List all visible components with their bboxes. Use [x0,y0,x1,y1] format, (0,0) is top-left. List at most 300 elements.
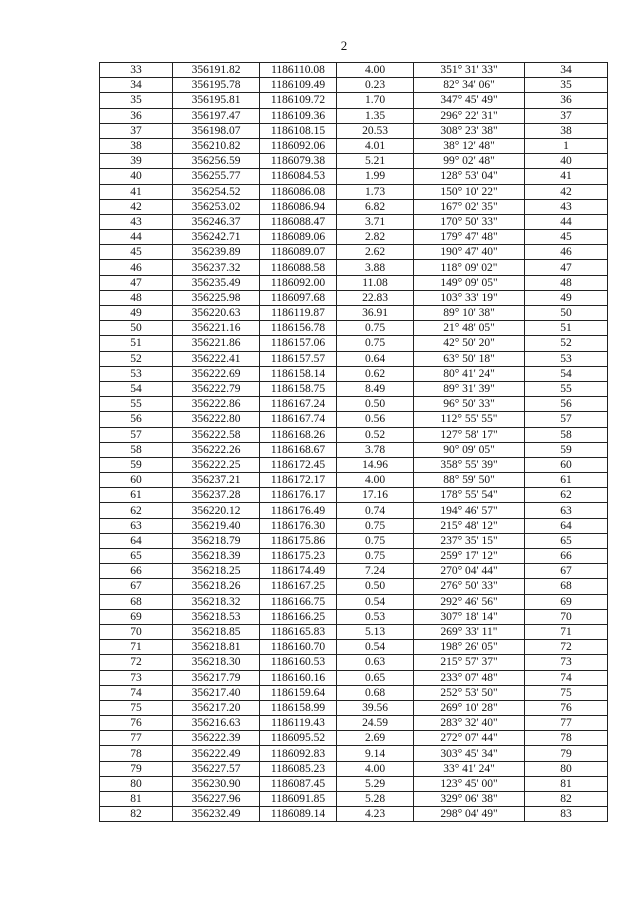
y-coordinate-cell: 1186175.23 [260,549,337,564]
distance-cell: 5.13 [337,624,414,639]
bearing-cell: 38° 12' 48" [414,138,525,153]
distance-cell: 1.99 [337,169,414,184]
x-coordinate-cell: 356237.28 [173,488,260,503]
next-point-cell: 62 [525,488,608,503]
bearing-cell: 347° 45' 49" [414,93,525,108]
point-number-cell: 47 [100,275,173,290]
next-point-cell: 51 [525,321,608,336]
x-coordinate-cell: 356227.57 [173,761,260,776]
point-number-cell: 65 [100,549,173,564]
bearing-cell: 99° 02' 48" [414,154,525,169]
table-row [100,351,608,366]
distance-cell: 0.62 [337,366,414,381]
x-coordinate-cell: 356218.53 [173,609,260,624]
bearing-cell: 298° 04' 49" [414,807,525,822]
point-number-cell: 82 [100,807,173,822]
point-number-cell: 33 [100,63,173,78]
distance-cell: 0.56 [337,412,414,427]
x-coordinate-cell: 356253.02 [173,199,260,214]
bearing-cell: 167° 02' 35" [414,199,525,214]
x-coordinate-cell: 356246.37 [173,214,260,229]
table-row [100,230,608,245]
y-coordinate-cell: 1186089.07 [260,245,337,260]
table-row [100,609,608,624]
bearing-cell: 90° 09' 05" [414,442,525,457]
x-coordinate-cell: 356222.86 [173,397,260,412]
x-coordinate-cell: 356197.47 [173,108,260,123]
x-coordinate-cell: 356235.49 [173,275,260,290]
table-row [100,457,608,472]
y-coordinate-cell: 1186168.67 [260,442,337,457]
x-coordinate-cell: 356218.39 [173,549,260,564]
x-coordinate-cell: 356191.82 [173,63,260,78]
point-number-cell: 66 [100,564,173,579]
next-point-cell: 49 [525,290,608,305]
table-row [100,700,608,715]
distance-cell: 1.73 [337,184,414,199]
y-coordinate-cell: 1186089.06 [260,230,337,245]
next-point-cell: 79 [525,746,608,761]
bearing-cell: 272° 07' 44" [414,731,525,746]
bearing-cell: 233° 07' 48" [414,670,525,685]
x-coordinate-cell: 356254.52 [173,184,260,199]
point-number-cell: 69 [100,609,173,624]
y-coordinate-cell: 1186109.72 [260,93,337,108]
distance-cell: 2.62 [337,245,414,260]
point-number-cell: 57 [100,427,173,442]
bearing-cell: 283° 32' 40" [414,716,525,731]
y-coordinate-cell: 1186160.16 [260,670,337,685]
distance-cell: 2.82 [337,230,414,245]
next-point-cell: 44 [525,214,608,229]
bearing-cell: 269° 10' 28" [414,700,525,715]
point-number-cell: 54 [100,381,173,396]
point-number-cell: 35 [100,93,173,108]
next-point-cell: 42 [525,184,608,199]
next-point-cell: 74 [525,670,608,685]
y-coordinate-cell: 1186095.52 [260,731,337,746]
table-row [100,776,608,791]
x-coordinate-cell: 356195.78 [173,78,260,93]
next-point-cell: 78 [525,731,608,746]
point-number-cell: 52 [100,351,173,366]
distance-cell: 0.75 [337,549,414,564]
x-coordinate-cell: 356222.58 [173,427,260,442]
next-point-cell: 65 [525,533,608,548]
next-point-cell: 64 [525,518,608,533]
x-coordinate-cell: 356227.96 [173,792,260,807]
distance-cell: 17.16 [337,488,414,503]
point-number-cell: 37 [100,123,173,138]
distance-cell: 22.83 [337,290,414,305]
table-row [100,306,608,321]
table-row [100,336,608,351]
next-point-cell: 77 [525,716,608,731]
page-number: 2 [340,38,348,53]
coordinates-table [99,62,608,822]
y-coordinate-cell: 1186092.06 [260,138,337,153]
table-row [100,761,608,776]
x-coordinate-cell: 356222.26 [173,442,260,457]
table-row [100,63,608,78]
y-coordinate-cell: 1186109.36 [260,108,337,123]
next-point-cell: 67 [525,564,608,579]
y-coordinate-cell: 1186086.08 [260,184,337,199]
y-coordinate-cell: 1186166.25 [260,609,337,624]
distance-cell: 7.24 [337,564,414,579]
point-number-cell: 73 [100,670,173,685]
x-coordinate-cell: 356217.79 [173,670,260,685]
point-number-cell: 64 [100,533,173,548]
y-coordinate-cell: 1186172.45 [260,457,337,472]
point-number-cell: 58 [100,442,173,457]
bearing-cell: 292° 46' 56" [414,594,525,609]
table-row [100,260,608,275]
x-coordinate-cell: 356221.86 [173,336,260,351]
x-coordinate-cell: 356218.30 [173,655,260,670]
x-coordinate-cell: 356256.59 [173,154,260,169]
point-number-cell: 34 [100,78,173,93]
distance-cell: 0.65 [337,670,414,685]
distance-cell: 0.75 [337,336,414,351]
bearing-cell: 127° 58' 17" [414,427,525,442]
bearing-cell: 82° 34' 06" [414,78,525,93]
point-number-cell: 75 [100,700,173,715]
y-coordinate-cell: 1186079.38 [260,154,337,169]
distance-cell: 39.56 [337,700,414,715]
bearing-cell: 215° 57' 37" [414,655,525,670]
table-row [100,412,608,427]
next-point-cell: 45 [525,230,608,245]
next-point-cell: 52 [525,336,608,351]
table-row [100,624,608,639]
point-number-cell: 74 [100,685,173,700]
table-row [100,564,608,579]
point-number-cell: 70 [100,624,173,639]
point-number-cell: 67 [100,579,173,594]
x-coordinate-cell: 356239.89 [173,245,260,260]
next-point-cell: 72 [525,640,608,655]
table-row [100,123,608,138]
y-coordinate-cell: 1186110.08 [260,63,337,78]
x-coordinate-cell: 356222.25 [173,457,260,472]
x-coordinate-cell: 356232.49 [173,807,260,822]
bearing-cell: 358° 55' 39" [414,457,525,472]
x-coordinate-cell: 356225.98 [173,290,260,305]
y-coordinate-cell: 1186108.15 [260,123,337,138]
next-point-cell: 82 [525,792,608,807]
distance-cell: 3.78 [337,442,414,457]
table-row [100,716,608,731]
bearing-cell: 194° 46' 57" [414,503,525,518]
distance-cell: 4.23 [337,807,414,822]
next-point-cell: 69 [525,594,608,609]
next-point-cell: 63 [525,503,608,518]
y-coordinate-cell: 1186167.24 [260,397,337,412]
distance-cell: 0.64 [337,351,414,366]
next-point-cell: 80 [525,761,608,776]
next-point-cell: 41 [525,169,608,184]
table-row [100,275,608,290]
bearing-cell: 112° 55' 55" [414,412,525,427]
distance-cell: 0.68 [337,685,414,700]
next-point-cell: 37 [525,108,608,123]
x-coordinate-cell: 356222.49 [173,746,260,761]
next-point-cell: 83 [525,807,608,822]
next-point-cell: 57 [525,412,608,427]
x-coordinate-cell: 356230.90 [173,776,260,791]
x-coordinate-cell: 356221.16 [173,321,260,336]
point-number-cell: 39 [100,154,173,169]
next-point-cell: 46 [525,245,608,260]
distance-cell: 5.29 [337,776,414,791]
bearing-cell: 178° 55' 54" [414,488,525,503]
distance-cell: 0.23 [337,78,414,93]
table-row [100,488,608,503]
table-row [100,290,608,305]
distance-cell: 0.52 [337,427,414,442]
y-coordinate-cell: 1186158.14 [260,366,337,381]
table-row [100,503,608,518]
x-coordinate-cell: 356220.63 [173,306,260,321]
bearing-cell: 307° 18' 14" [414,609,525,624]
next-point-cell: 59 [525,442,608,457]
table-row [100,594,608,609]
table-row [100,366,608,381]
distance-cell: 4.00 [337,473,414,488]
table-row [100,397,608,412]
next-point-cell: 43 [525,199,608,214]
table-row [100,640,608,655]
y-coordinate-cell: 1186088.47 [260,214,337,229]
bearing-cell: 270° 04' 44" [414,564,525,579]
distance-cell: 0.53 [337,609,414,624]
x-coordinate-cell: 356237.32 [173,260,260,275]
point-number-cell: 76 [100,716,173,731]
next-point-cell: 34 [525,63,608,78]
table-row [100,792,608,807]
next-point-cell: 54 [525,366,608,381]
table-row [100,321,608,336]
bearing-cell: 42° 50' 20" [414,336,525,351]
point-number-cell: 55 [100,397,173,412]
table-row [100,685,608,700]
point-number-cell: 43 [100,214,173,229]
y-coordinate-cell: 1186165.83 [260,624,337,639]
distance-cell: 1.35 [337,108,414,123]
point-number-cell: 44 [100,230,173,245]
point-number-cell: 59 [100,457,173,472]
point-number-cell: 45 [100,245,173,260]
bearing-cell: 259° 17' 12" [414,549,525,564]
bearing-cell: 63° 50' 18" [414,351,525,366]
distance-cell: 3.88 [337,260,414,275]
y-coordinate-cell: 1186088.58 [260,260,337,275]
y-coordinate-cell: 1186167.74 [260,412,337,427]
x-coordinate-cell: 356219.40 [173,518,260,533]
y-coordinate-cell: 1186156.78 [260,321,337,336]
point-number-cell: 79 [100,761,173,776]
x-coordinate-cell: 356255.77 [173,169,260,184]
next-point-cell: 38 [525,123,608,138]
y-coordinate-cell: 1186085.23 [260,761,337,776]
x-coordinate-cell: 356218.81 [173,640,260,655]
y-coordinate-cell: 1186087.45 [260,776,337,791]
distance-cell: 14.96 [337,457,414,472]
bearing-cell: 215° 48' 12" [414,518,525,533]
x-coordinate-cell: 356195.81 [173,93,260,108]
y-coordinate-cell: 1186176.17 [260,488,337,503]
point-number-cell: 63 [100,518,173,533]
distance-cell: 9.14 [337,746,414,761]
y-coordinate-cell: 1186160.53 [260,655,337,670]
distance-cell: 5.28 [337,792,414,807]
table-row [100,473,608,488]
distance-cell: 11.08 [337,275,414,290]
point-number-cell: 40 [100,169,173,184]
bearing-cell: 303° 45' 34" [414,746,525,761]
point-number-cell: 81 [100,792,173,807]
y-coordinate-cell: 1186172.17 [260,473,337,488]
next-point-cell: 55 [525,381,608,396]
distance-cell: 20.53 [337,123,414,138]
y-coordinate-cell: 1186084.53 [260,169,337,184]
x-coordinate-cell: 356237.21 [173,473,260,488]
y-coordinate-cell: 1186089.14 [260,807,337,822]
distance-cell: 24.59 [337,716,414,731]
table-row [100,533,608,548]
next-point-cell: 40 [525,154,608,169]
bearing-cell: 269° 33' 11" [414,624,525,639]
point-number-cell: 36 [100,108,173,123]
x-coordinate-cell: 356222.80 [173,412,260,427]
y-coordinate-cell: 1186109.49 [260,78,337,93]
distance-cell: 4.00 [337,761,414,776]
distance-cell: 4.00 [337,63,414,78]
distance-cell: 36.91 [337,306,414,321]
point-number-cell: 46 [100,260,173,275]
table-row [100,169,608,184]
point-number-cell: 49 [100,306,173,321]
y-coordinate-cell: 1186175.86 [260,533,337,548]
point-number-cell: 53 [100,366,173,381]
distance-cell: 4.01 [337,138,414,153]
distance-cell: 2.69 [337,731,414,746]
table-row [100,442,608,457]
y-coordinate-cell: 1186086.94 [260,199,337,214]
table-row [100,731,608,746]
y-coordinate-cell: 1186092.00 [260,275,337,290]
point-number-cell: 77 [100,731,173,746]
bearing-cell: 252° 53' 50" [414,685,525,700]
bearing-cell: 103° 33' 19" [414,290,525,305]
bearing-cell: 21° 48' 05" [414,321,525,336]
bearing-cell: 308° 23' 38" [414,123,525,138]
next-point-cell: 60 [525,457,608,472]
next-point-cell: 50 [525,306,608,321]
table-row [100,108,608,123]
table-body [100,63,608,822]
x-coordinate-cell: 356210.82 [173,138,260,153]
point-number-cell: 48 [100,290,173,305]
distance-cell: 0.75 [337,518,414,533]
table-row [100,199,608,214]
point-number-cell: 80 [100,776,173,791]
y-coordinate-cell: 1186091.85 [260,792,337,807]
next-point-cell: 75 [525,685,608,700]
distance-cell: 6.82 [337,199,414,214]
x-coordinate-cell: 356220.12 [173,503,260,518]
bearing-cell: 118° 09' 02" [414,260,525,275]
distance-cell: 8.49 [337,381,414,396]
next-point-cell: 70 [525,609,608,624]
next-point-cell: 73 [525,655,608,670]
distance-cell: 0.75 [337,533,414,548]
distance-cell: 3.71 [337,214,414,229]
x-coordinate-cell: 356222.69 [173,366,260,381]
next-point-cell: 61 [525,473,608,488]
x-coordinate-cell: 356222.39 [173,731,260,746]
x-coordinate-cell: 356218.85 [173,624,260,639]
y-coordinate-cell: 1186092.83 [260,746,337,761]
bearing-cell: 276° 50' 33" [414,579,525,594]
distance-cell: 0.63 [337,655,414,670]
next-point-cell: 71 [525,624,608,639]
table-row [100,214,608,229]
x-coordinate-cell: 356217.40 [173,685,260,700]
table-row [100,154,608,169]
y-coordinate-cell: 1186160.70 [260,640,337,655]
bearing-cell: 190° 47' 40" [414,245,525,260]
x-coordinate-cell: 356198.07 [173,123,260,138]
bearing-cell: 128° 53' 04" [414,169,525,184]
y-coordinate-cell: 1186174.49 [260,564,337,579]
y-coordinate-cell: 1186119.43 [260,716,337,731]
y-coordinate-cell: 1186157.06 [260,336,337,351]
table-row [100,579,608,594]
next-point-cell: 56 [525,397,608,412]
y-coordinate-cell: 1186176.49 [260,503,337,518]
next-point-cell: 58 [525,427,608,442]
bearing-cell: 89° 10' 38" [414,306,525,321]
y-coordinate-cell: 1186176.30 [260,518,337,533]
distance-cell: 0.50 [337,397,414,412]
table-row [100,245,608,260]
x-coordinate-cell: 356222.41 [173,351,260,366]
next-point-cell: 76 [525,700,608,715]
distance-cell: 0.54 [337,594,414,609]
point-number-cell: 41 [100,184,173,199]
y-coordinate-cell: 1186166.75 [260,594,337,609]
point-number-cell: 60 [100,473,173,488]
y-coordinate-cell: 1186168.26 [260,427,337,442]
next-point-cell: 1 [525,138,608,153]
bearing-cell: 89° 31' 39" [414,381,525,396]
bearing-cell: 123° 45' 00" [414,776,525,791]
next-point-cell: 36 [525,93,608,108]
next-point-cell: 66 [525,549,608,564]
next-point-cell: 68 [525,579,608,594]
table-row [100,549,608,564]
table-row [100,746,608,761]
y-coordinate-cell: 1186119.87 [260,306,337,321]
x-coordinate-cell: 356218.79 [173,533,260,548]
x-coordinate-cell: 356216.63 [173,716,260,731]
y-coordinate-cell: 1186158.75 [260,381,337,396]
point-number-cell: 51 [100,336,173,351]
x-coordinate-cell: 356217.20 [173,700,260,715]
table-row [100,93,608,108]
